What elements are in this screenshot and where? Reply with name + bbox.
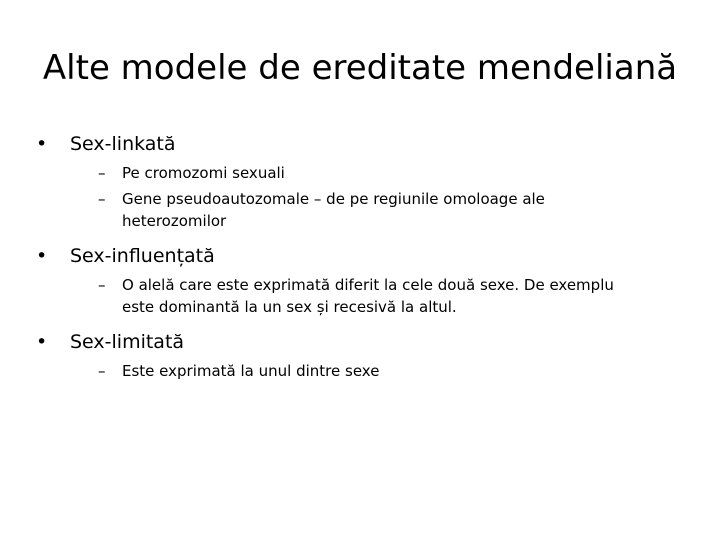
dash-icon: – <box>98 276 106 294</box>
sub-list-item-text: O alelă care este exprimată diferit la cele două sexe. De exemplu este dominantă la un sex și recesivă la altul. <box>122 276 614 316</box>
dash-icon: – <box>98 164 106 182</box>
sub-list-item-text: Pe cromozomi sexuali <box>122 164 285 182</box>
list-item-label: Sex-linkată <box>70 133 176 155</box>
list-item-label: Sex-influențată <box>70 245 215 267</box>
bullet-icon: • <box>36 245 48 267</box>
sub-list-item-text: Gene pseudoautozomale – de pe regiunile omoloage ale heterozomilor <box>122 190 545 230</box>
list-item-sex-linked <box>36 130 676 158</box>
sub-list-item <box>98 360 642 382</box>
slide-title: Alte modele de ereditate mendeliană <box>42 48 678 88</box>
dash-icon: – <box>98 190 106 208</box>
sub-list-item <box>98 188 642 232</box>
sub-list-item-text: Este exprimată la unul dintre sexe <box>122 362 380 380</box>
bullet-list <box>36 130 676 382</box>
list-item-sex-limited <box>36 328 676 356</box>
bullet-icon: • <box>36 133 48 155</box>
list-item-label: Sex-limitată <box>70 331 185 353</box>
dash-icon: – <box>98 362 106 380</box>
list-item-sex-influenced <box>36 242 676 270</box>
bullet-icon: • <box>36 331 48 353</box>
sub-list-item <box>98 162 642 184</box>
sub-list-item <box>98 274 642 318</box>
